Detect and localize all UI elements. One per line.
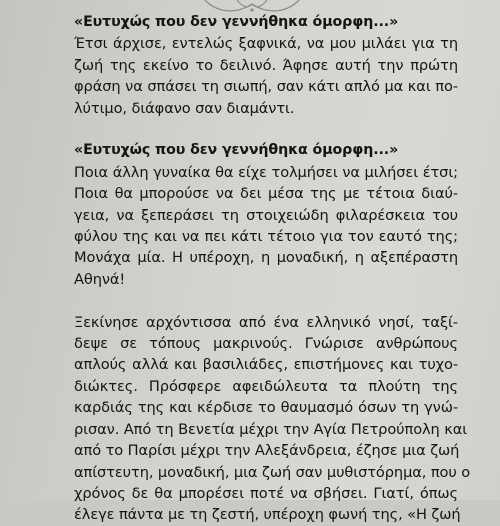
text-line: χρόνος δε θα μπορέσει ποτέ να σβήσει. Γιατί, όπως: [74, 484, 458, 502]
text-line: γεια, να ξεπεράσει τη στοιχειώδη φιλαρέσκεια του: [74, 206, 458, 224]
text-line: ζωή της εκείνο το δειλινό. Άφησε αυτή την πρώτη: [74, 56, 458, 74]
text-line: καρδιάς της και κέρδισε το θαυμασμό όσων τη γνώ-: [74, 399, 458, 417]
paragraph-3: [74, 312, 471, 526]
text-line: έλεγε πάντα με τη ζεστή, υπέροχη φωνή της, «Η ζωή: [74, 506, 461, 524]
text-line: φύλου της και να πει κάτι τέτοιο για τον εαυτό της;: [74, 228, 458, 246]
text-line: απίστευτη, μοναδική, μια ζωή σαν μυθιστόρημα, που ο: [74, 463, 471, 481]
text-line: Ξεκίνησε αρχόντισσα από ένα ελληνικό νησί, ταξί-: [74, 313, 458, 331]
text-line: από το Παρίσι μέχρι την Αλεξάνδρεια, έζησε μια ζωή: [74, 442, 460, 460]
text-line: απλούς αλλά και βασιλιάδες, επιστήμονες και τυχο-: [74, 356, 458, 374]
text-line: Έτσι άρχισε, εντελώς ξαφνικά, να μου μιλάει για τη: [74, 35, 458, 53]
paragraph-1: [74, 12, 458, 119]
blurb-text: [74, 12, 471, 526]
text-line: Ποια άλλη γυναίκα θα είχε τολμήσει να μιλήσει έτσι;: [74, 163, 458, 181]
text-line: δεψε σε τόπους μακρινούς. Γνώρισε ανθρώπους: [74, 335, 458, 353]
paragraph-2: [74, 140, 458, 290]
text-line: λύτιμο, διάφανο σαν διαμάντι.: [74, 99, 295, 117]
quote-heading: «Ευτυχώς που δεν γεννήθηκα όμορφη...»: [74, 14, 399, 30]
quote-heading: «Ευτυχώς που δεν γεννήθηκα όμορφη...»: [74, 142, 399, 159]
text-line: Αθηνά!: [74, 270, 126, 288]
text-line: Ποια θα μπορούσε να δει μέσα της με τέτοια διαύ-: [74, 185, 458, 203]
text-line: ρισαν. Από τη Βενετία μέχρι την Αγία Πετρούπολη και: [74, 420, 468, 438]
text-line: φράση να σπάσει τη σιωπή, σαν κάτι απλό μα και πο-: [74, 78, 458, 96]
text-line: διώκτες. Πρόσφερε αφειδώλευτα τα πλούτη της: [74, 377, 458, 395]
text-line: Μονάχα μία. Η υπέροχη, η μοναδική, η αξεπέραστη: [74, 249, 458, 267]
